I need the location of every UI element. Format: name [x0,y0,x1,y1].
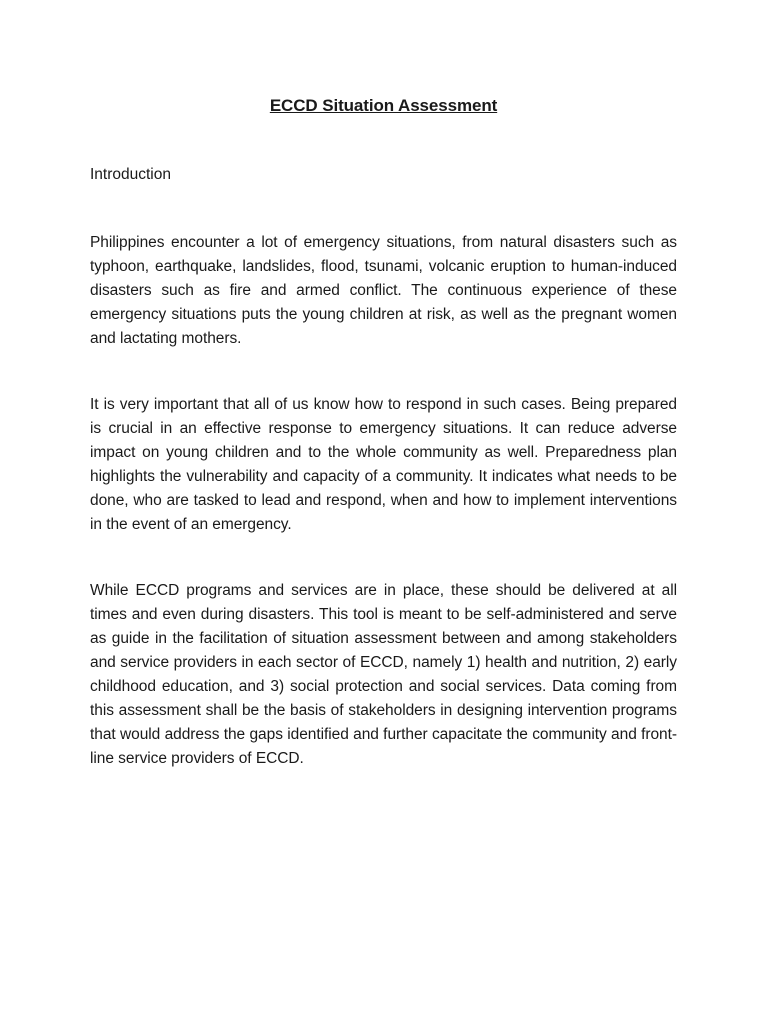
paragraph-3: While ECCD programs and services are in place, these should be delivered at all times and even during disasters. This tool is meant to be self-administered and serve as guide in the facilitation of situation assessment between and among stakeholders and service providers in each sector of ECCD, namely 1) health and nutrition, 2) early childhood education, and 3) social protection and social services. Data coming from this assessment shall be the basis of stakeholders in designing intervention programs that would address the gaps identified and further capacitate the community and front-line service providers of ECCD. [90,582,677,767]
paragraph-1: Philippines encounter a lot of emergency situations, from natural disasters such as typhoon, earthquake, landslides, flood, tsunami, volcanic eruption to human-induced disasters such as fire and armed conflict. The continuous experience of these emergency situations puts the young children at risk, as well as the pregnant women and lactating mothers. [90,234,677,347]
paragraph-2: It is very important that all of us know how to respond in such cases. Being prepared is crucial in an effective response to emergency situations. It can reduce adverse impact on young children and to the whole community as well. Preparedness plan highlights the vulnerability and capacity of a community. It indicates what needs to be done, who are tasked to lead and respond, when and how to implement interventions in the event of an emergency. [90,396,677,533]
document-title: ECCD Situation Assessment [269,96,498,115]
section-heading-introduction: Introduction [90,166,171,183]
document-body [90,94,677,771]
